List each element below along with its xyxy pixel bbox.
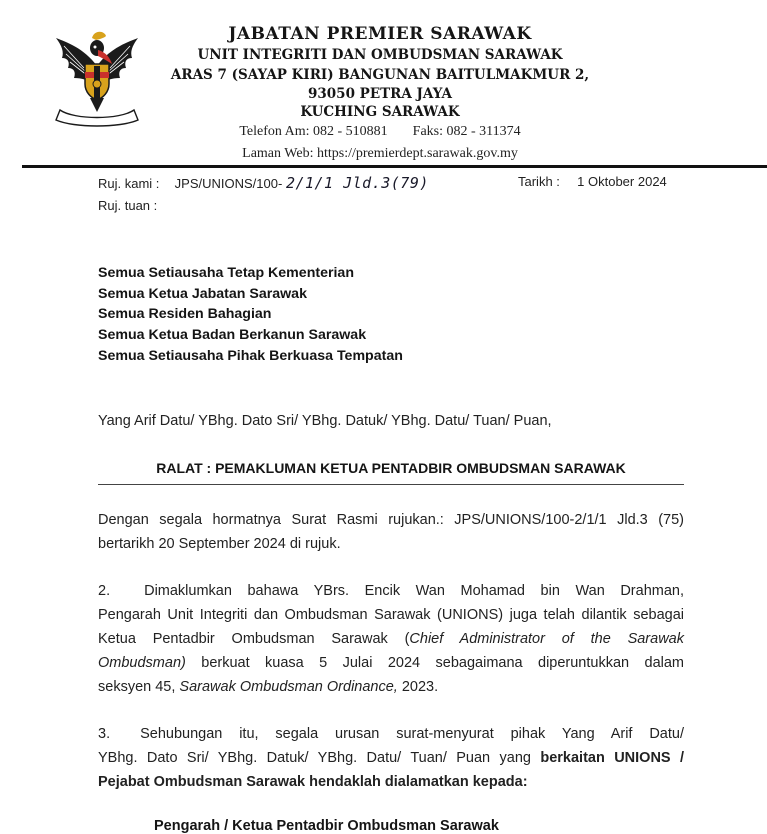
letterhead-address-line3: KUCHING SARAWAK <box>300 104 460 120</box>
our-reference-handwritten: 2/1/1 Jld.3(79) <box>285 174 429 192</box>
address-heading: Pengarah / Ketua Pentadbir Ombudsman Sarawak <box>154 818 499 834</box>
paragraph-2 <box>98 579 684 699</box>
your-reference <box>98 198 157 213</box>
letterhead-department: JABATAN PREMIER SARAWAK <box>228 24 532 44</box>
letterhead-divider <box>22 165 767 168</box>
date-label: Tarikh : <box>518 174 560 189</box>
website-link[interactable]: Laman Web: https://premierdept.sarawak.gov.my <box>242 146 518 161</box>
sarawak-coat-of-arms-icon <box>54 28 140 130</box>
paragraph-line: bertarikh 20 September 2024 di rujuk. <box>98 536 341 552</box>
recipient-line: Semua Ketua Badan Berkanun Sarawak <box>98 327 367 343</box>
letterhead-address-line2: 93050 PETRA JAYA <box>308 86 452 102</box>
paragraph-line: Ombudsman) berkuat kuasa 5 Julai 2024 sebagaimana diperuntukkan dalam <box>98 655 684 671</box>
our-reference-value: JPS/UNIONS/100- <box>174 176 283 191</box>
paragraph-line: Pengarah Unit Integriti dan Ombudsman Sarawak (UNIONS) juga telah dilantik sebagai <box>98 607 684 623</box>
your-reference-label: Ruj. tuan : <box>98 198 158 213</box>
paragraph-line: 3. Sehubungan itu, segala urusan surat-menyurat pihak Yang Arif Datu/ <box>98 722 684 746</box>
letter-date <box>518 174 667 189</box>
paragraph-line: YBhg. Dato Sri/ YBhg. Datuk/ YBhg. Datu/ Tuan/ Puan yang berkaitan UNIONS / <box>98 750 685 766</box>
recipient-line: Semua Setiausaha Tetap Kementerian <box>98 265 354 281</box>
paragraph-line: 2. Dimaklumkan bahawa YBrs. Encik Wan Mohamad bin Wan Drahman, <box>98 579 684 603</box>
letterhead-unit: UNIT INTEGRITI DAN OMBUDSMAN SARAWAK <box>197 47 563 63</box>
paragraph-line: Pejabat Ombudsman Sarawak hendaklah dialamatkan kepada: <box>98 774 528 790</box>
subject-underline <box>98 484 684 485</box>
paragraph-line: seksyen 45, Sarawak Ombudsman Ordinance, 2023. <box>98 679 439 695</box>
date-value: 1 Oktober 2024 <box>577 174 667 189</box>
recipient-line: Semua Residen Bahagian <box>98 306 272 322</box>
paragraph-line: Dengan segala hormatnya Surat Rasmi rujukan.: JPS/UNIONS/100-2/1/1 Jld.3 (75) <box>98 512 684 528</box>
recipient-line: Semua Ketua Jabatan Sarawak <box>98 286 307 302</box>
our-reference-label: Ruj. kami : <box>98 176 160 191</box>
paragraph-1 <box>98 508 684 556</box>
paragraph-number: 3. <box>98 726 111 742</box>
letterhead-address-line1: ARAS 7 (SAYAP KIRI) BANGUNAN BAITULMAKMUR 2, <box>170 67 590 83</box>
phone-number: Telefon Am: 082 - 510881 <box>239 124 388 139</box>
paragraph-number: 2. <box>98 583 111 599</box>
subject-heading: RALAT : PEMAKLUMAN KETUA PENTADBIR OMBUDSMAN SARAWAK <box>156 460 626 476</box>
paragraph-line: Ketua Pentadbir Ombudsman Sarawak (Chief Administrator of the Sarawak <box>98 631 684 647</box>
fax-number: Faks: 082 - 311374 <box>412 124 521 139</box>
our-reference <box>98 174 429 192</box>
letterhead-contact <box>150 124 610 140</box>
paragraph-3 <box>98 722 684 794</box>
recipient-line: Semua Setiausaha Pihak Berkuasa Tempatan <box>98 348 403 364</box>
salutation: Yang Arif Datu/ YBhg. Dato Sri/ YBhg. Datuk/ YBhg. Datu/ Tuan/ Puan, <box>98 413 552 429</box>
